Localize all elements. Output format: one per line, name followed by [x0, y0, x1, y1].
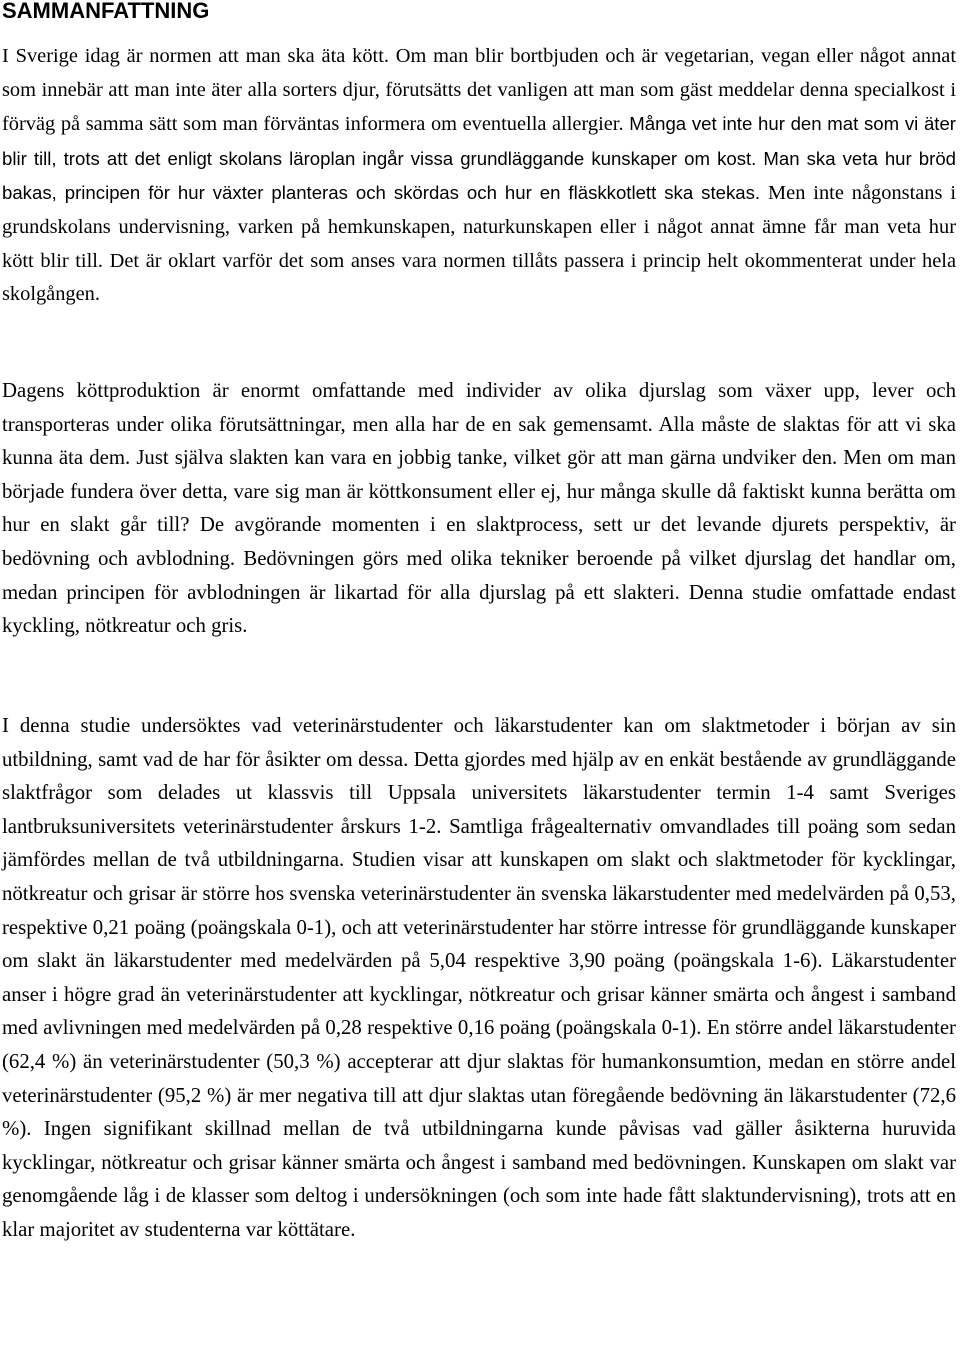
paragraph-1 — [2, 40, 956, 312]
paragraph-1-part-d: Men inte någonstans i grundskolans undervisning, varken på hemkunskapen, naturkunskapen eller i något annat ämne får man veta hur kött blir till. — [2, 182, 957, 272]
paragraph-1-part-e: Det är oklart varför det som anses vara normen tillåts passera i princip helt okommenterat under hela skolgången. — [2, 249, 956, 306]
paragraph-1-part-a: I Sverige idag är normen att man ska äta kött. Om man blir bortbjuden och är vegetarian, vegan eller något annat som innebär att man inte äter alla sorters djur, förutsätts det vanligen att man som gäst meddelar denna specialkost i förväg på samma sätt som man förväntas informera om eventuella allergier. — [2, 45, 956, 136]
paragraph-1-part-b: Många vet inte hur den mat som vi äter blir till, trots att det enligt skolans läroplan ingår vissa grundläggande kunskaper om kost. — [2, 113, 956, 169]
document-heading: SAMMANFATTNING — [2, 0, 210, 23]
paragraph-1-part-c: Man ska veta hur bröd bakas, principen för hur växter planteras och skördas och hur en fläskkotlett ska stekas. — [2, 147, 956, 204]
paragraph-3: I denna studie undersöktes vad veterinärstudenter och läkarstudenter kan om slaktmetoder i början av sin utbildning, samt vad de har för åsikter om dessa. Detta gjordes med hjälp av en enkät bestående av grundläggande slaktfrågor som delades ut klassvis till Uppsala universitets läkarstudenter termin 1-4 samt Sveriges lantbruksuniversitets veterinärstudenter årskurs 1-2. Samtliga frågealternativ omvandlades till poäng som sedan jämfördes mellan de två utbildningarna. Studien visar att kunskapen om slakt och slaktmetoder för kycklingar, nötkreatur och grisar är större hos svenska veterinärstudenter än svenska läkarstudenter med medelvärden på 0,53, respektive 0,21 poäng (poängskala 0-1), och att veterinärstudenter har större intresse för grundläggande kunskaper om slakt än läkarstudenter med medelvärden på 5,04 respektive 3,90 poäng (poängskala 1-6). Läkarstudenter anser i högre grad än veterinärstudenter att kycklingar, nötkreatur och grisar känner smärta och ångest i samband med avlivningen med medelvärden på 0,28 respektive 0,16 poäng (poängskala 0-1). En större andel läkarstudenter (62,4 %) än veterinärstudenter (50,3 %) accepterar att djur slaktas för humankonsumtion, medan en större andel veterinärstudenter (95,2 %) är mer negativa till att djur slaktas utan föregående bedövning än läkarstudenter (72,6 %). Ingen signifikant skillnad mellan de två utbildningarna kunde påvisas vad gäller åsikterna huruvida kycklingar, nötkreatur och grisar känner smärta och ångest i samband med bedövningen. Kunskapen om slakt var genomgående låg i de klasser som deltog i undersökningen (och som inte hade fått slaktundervisning), trots att en klar majoritet av studenterna var köttätare. — [2, 714, 956, 1241]
paragraph-2: Dagens köttproduktion är enormt omfattande med individer av olika djurslag som växer upp, lever och transporteras under olika förutsättningar, men alla har de en sak gemensamt. Alla måste de slaktas för att vi ska kunna äta dem. Just själva slakten kan vara en jobbig tanke, vilket gör att man gärna undviker den. Men om man började fundera över detta, vare sig man är köttkonsument eller ej, hur många skulle då faktiskt kunna berätta om hur en slakt går till? De avgörande momenten i en slaktprocess, sett ur det levande djurets perspektiv, är bedövning och avblodning. Bedövningen görs med olika tekniker beroende på vilket djurslag det handlar om, medan principen för avblodningen är likartad för alla djurslag på ett slakteri. Denna studie omfattade endast kyckling, nötkreatur och gris. — [2, 379, 956, 638]
